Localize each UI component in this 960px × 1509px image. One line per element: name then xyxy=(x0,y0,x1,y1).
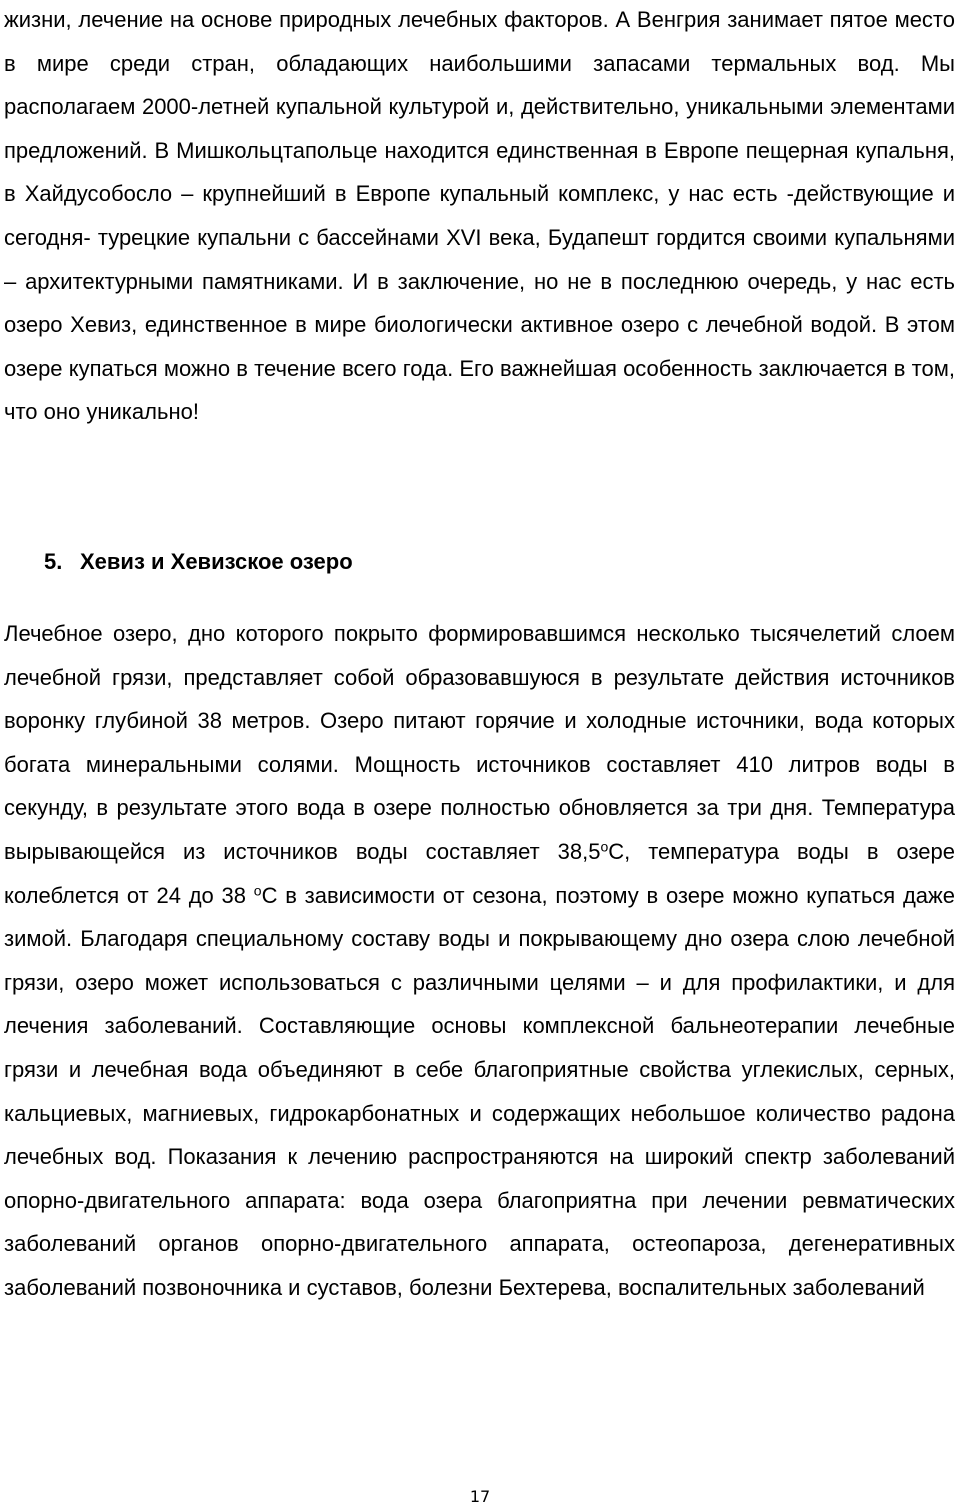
paragraph-text-part-3: С в зависимости от сезона, поэтому в озере можно купаться даже зимой. Благодаря специальному составу воды и покрывающему дно озера слою лечебной грязи, озеро может использоваться с различными целями – и для профилактики, и для лечения заболеваний. Составляющие основы комплексной бальнеотерапии лечебные грязи и лечебная вода объединяют в себе благоприятные свойства углекислых, серных, кальциевых, магниевых, гидрокарбонатных и содержащих небольшое количество радона лечебных вод. Показания к лечению распространяются на широкий спектр заболеваний опорно-двигательного аппарата: вода озера благоприятна при лечении ревматических заболеваний органов опорно-двигательного аппарата, остеопароза, дегенеративных заболеваний позвоночника и суставов, болезни Бехтерева, воспалительных заболеваний xyxy=(4,882,955,1300)
degree-superscript: o xyxy=(253,881,262,898)
body-paragraph-heviz-lake xyxy=(4,612,955,1310)
body-paragraph-intro: жизни, лечение на основе природных лечебных факторов. А Венгрия занимает пятое место в мире среди стран, обладающих наибольшими запасами термальных вод. Мы располагаем 2000-летней купальной культурой и, действительно, уникальными элементами предложений. В Мишкольцтапольце находится единственная в Европе пещерная купальня, в Хайдусобосло – крупнейший в Европе купальный комплекс, у нас есть -действующие и сегодня- турецкие купальни с бассейнами XVI века, Будапешт гордится своими купальнями – архитектурными памятниками. И в заключение, но не в последнюю очередь, у нас есть озеро Хевиз, единственное в мире биологически активное озеро с лечебной водой. В этом озере купаться можно в течение всего года. Его важнейшая особенность заключается в том, что оно уникально! xyxy=(4,7,955,425)
section-number: 5. xyxy=(44,549,63,574)
paragraph-text-part-1: Лечебное озеро, дно которого покрыто формировавшимся несколько тысячелетий слоем лечебной грязи, представляет собой образовавшуюся в результате действия источников воронку глубиной 38 метров. Озеро питают горячие и холодные источники, вода которых богата минеральными солями. Мощность источников составляет 410 литров воды в секунду, в результате этого вода в озере полностью обновляется за три дня. Температура вырывающейся из источников воды составляет 38,5 xyxy=(4,621,955,864)
degree-superscript: o xyxy=(600,838,609,855)
section-heading xyxy=(44,544,353,580)
paragraph-text-part-2: С, температура воды в озере колеблется от 24 до 38 xyxy=(4,838,955,908)
page-number: 17 xyxy=(469,1487,491,1506)
section-title: Хевиз и Хевизское озеро xyxy=(80,549,353,574)
